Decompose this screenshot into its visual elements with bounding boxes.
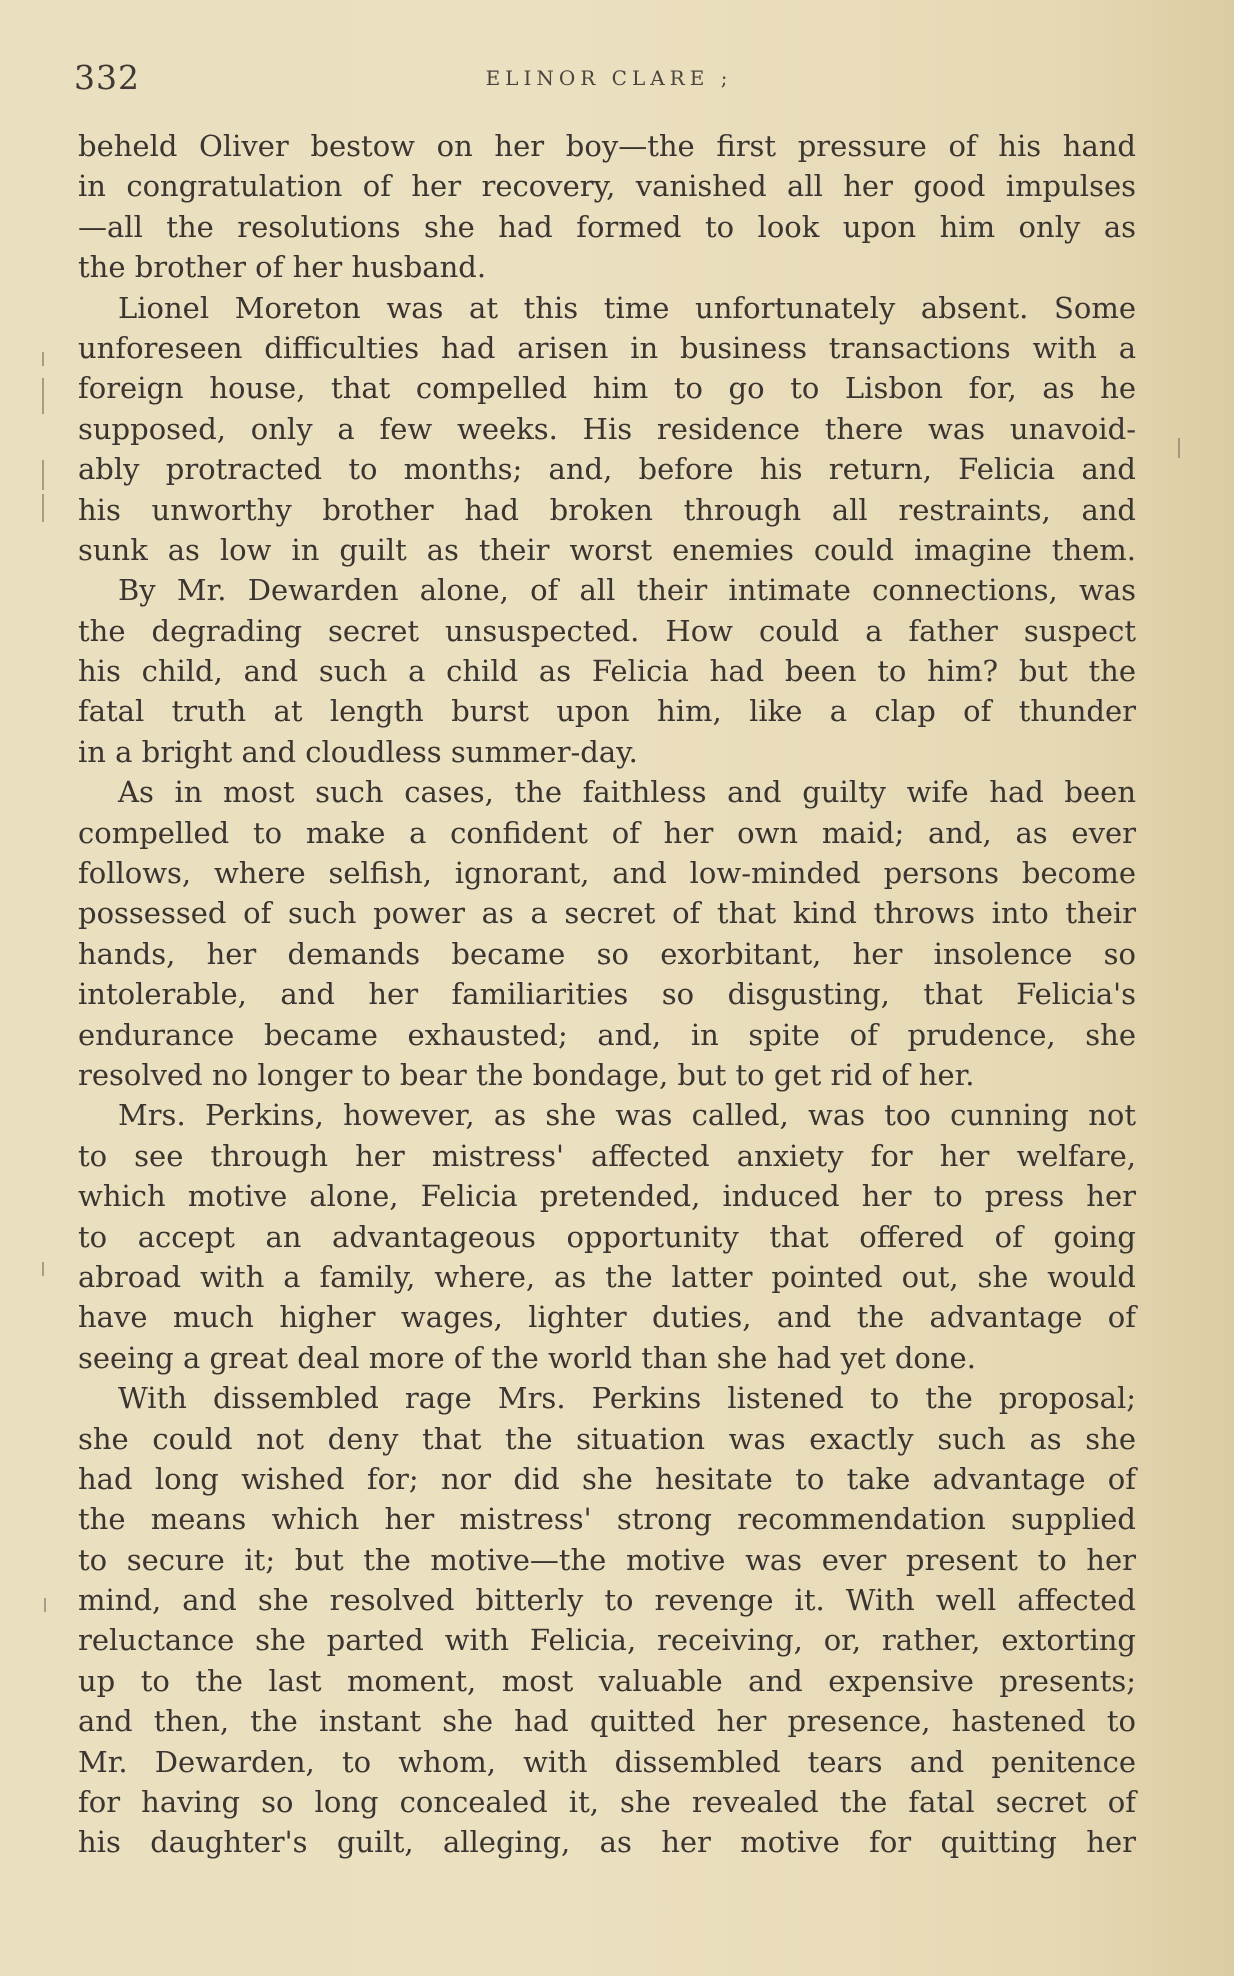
- paragraph-start-line: Mrs. Perkins, however, as she was called, was too cunning not: [118, 1098, 1136, 1133]
- text-line: endurance became exhausted; and, in spite of prudence, she: [78, 1017, 1136, 1052]
- text-line: seeing a great deal more of the world than she had yet done.: [78, 1340, 976, 1375]
- margin-mark: [42, 460, 44, 490]
- body-text: [78, 126, 1136, 1863]
- text-line: compelled to make a confident of her own maid; and, as ever: [78, 815, 1136, 850]
- text-line: —all the resolutions she had formed to look upon him only as: [78, 209, 1136, 244]
- text-line: follows, where selfish, ignorant, and low-minded persons become: [78, 856, 1136, 891]
- text-line: his daughter's guilt, alleging, as her motive for quitting her: [78, 1825, 1136, 1860]
- text-line: in congratulation of her recovery, vanished all her good impulses: [78, 169, 1136, 204]
- text-line: to secure it; but the motive—the motive was ever present to her: [78, 1542, 1136, 1577]
- text-line: for having so long concealed it, she revealed the fatal secret of: [78, 1785, 1136, 1820]
- text-line: supposed, only a few weeks. His residence there was unavoid-: [78, 411, 1136, 446]
- text-line: sunk as low in guilt as their worst enemies could imagine them.: [78, 532, 1136, 567]
- paragraph-start-line: As in most such cases, the faithless and guilty wife had been: [118, 775, 1136, 810]
- text-line: his child, and such a child as Felicia had been to him? but the: [78, 654, 1136, 689]
- text-line: which motive alone, Felicia pretended, induced her to press her: [78, 1179, 1136, 1214]
- text-line: mind, and she resolved bitterly to revenge it. With well affected: [78, 1583, 1136, 1618]
- text-line: reluctance she parted with Felicia, receiving, or, rather, extorting: [78, 1623, 1136, 1658]
- text-line: resolved no longer to bear the bondage, but to get rid of her.: [78, 1057, 975, 1092]
- text-line: abroad with a family, where, as the latter pointed out, she would: [78, 1259, 1136, 1294]
- text-line: ably protracted to months; and, before his return, Felicia and: [78, 452, 1136, 487]
- margin-mark: [44, 1598, 46, 1612]
- text-line: intolerable, and her familiarities so disgusting, that Felicia's: [78, 977, 1136, 1012]
- margin-mark: [42, 352, 44, 366]
- text-line: Mr. Dewarden, to whom, with dissembled tears and penitence: [78, 1744, 1136, 1779]
- text-line: in a bright and cloudless summer-day.: [78, 734, 638, 769]
- text-line: the means which her mistress' strong recommendation supplied: [78, 1502, 1136, 1537]
- text-line: his unworthy brother had broken through all restraints, and: [78, 492, 1136, 527]
- text-line: to accept an advantageous opportunity that offered of going: [78, 1219, 1136, 1254]
- paragraph-start-line: With dissembled rage Mrs. Perkins listened to the proposal;: [118, 1381, 1136, 1416]
- text-line: she could not deny that the situation was exactly such as she: [78, 1421, 1136, 1456]
- page-number: 332: [74, 58, 140, 97]
- text-line: to see through her mistress' affected anxiety for her welfare,: [78, 1138, 1136, 1173]
- running-head: ELINOR CLARE ;: [485, 66, 733, 90]
- text-line: and then, the instant she had quitted her presence, hastened to: [78, 1704, 1136, 1739]
- text-line: the brother of her husband.: [78, 250, 487, 285]
- text-line: up to the last moment, most valuable and expensive presents;: [78, 1663, 1136, 1698]
- margin-mark: [42, 494, 44, 522]
- paragraph-start-line: Lionel Moreton was at this time unfortunately absent. Some: [118, 290, 1136, 325]
- margin-mark: [1178, 438, 1180, 458]
- text-line: the degrading secret unsuspected. How could a father suspect: [78, 613, 1136, 648]
- margin-mark: [42, 1262, 44, 1276]
- text-line: fatal truth at length burst upon him, like a clap of thunder: [78, 694, 1136, 729]
- text-line: possessed of such power as a secret of that kind throws into their: [78, 896, 1136, 931]
- text-line: hands, her demands became so exorbitant, her insolence so: [78, 936, 1136, 971]
- text-line: foreign house, that compelled him to go to Lisbon for, as he: [78, 371, 1136, 406]
- text-line: have much higher wages, lighter duties, and the advantage of: [78, 1300, 1136, 1335]
- text-line: had long wished for; nor did she hesitate to take advantage of: [78, 1461, 1136, 1496]
- text-line: beheld Oliver bestow on her boy—the first pressure of his hand: [78, 129, 1136, 163]
- text-line: unforeseen difficulties had arisen in business transactions with a: [78, 330, 1136, 365]
- margin-mark: [42, 378, 44, 414]
- page-header: [74, 52, 1144, 112]
- paragraph-start-line: By Mr. Dewarden alone, of all their intimate connections, was: [118, 573, 1136, 608]
